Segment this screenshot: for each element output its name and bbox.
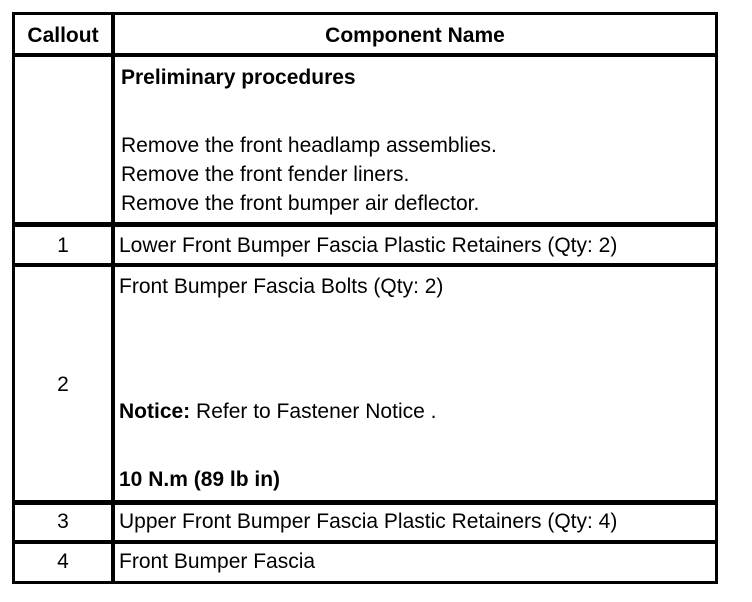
torque-spec: 10 N.m (89 lb in) — [119, 468, 281, 491]
procedure-table — [12, 12, 718, 584]
row-divider — [15, 540, 715, 544]
preliminary-step: Remove the front bumper air deflector. — [121, 192, 480, 215]
header-callout: Callout — [27, 24, 99, 47]
row-divider — [15, 500, 715, 505]
header-component-name: Component Name — [325, 24, 505, 47]
component-name: Lower Front Bumper Fascia Plastic Retainers (Qty: 2) — [119, 234, 618, 257]
callout-number: 3 — [57, 510, 69, 533]
notice-line — [119, 397, 436, 426]
component-name: Front Bumper Fascia — [119, 550, 316, 573]
component-name: Front Bumper Fascia Bolts (Qty: 2) — [119, 275, 444, 298]
column-divider — [111, 15, 115, 581]
preliminary-step: Remove the front headlamp assemblies. — [121, 134, 497, 157]
callout-number: 2 — [57, 373, 69, 396]
callout-number: 1 — [57, 234, 69, 257]
header-divider — [15, 53, 715, 57]
component-name: Upper Front Bumper Fascia Plastic Retainers (Qty: 4) — [119, 510, 618, 533]
row-divider — [15, 263, 715, 267]
notice-label: Notice: — [119, 400, 191, 423]
callout-number: 4 — [57, 550, 69, 573]
preliminary-step: Remove the front fender liners. — [121, 163, 410, 186]
row-divider — [15, 222, 715, 227]
notice-text: Refer to Fastener Notice . — [190, 400, 437, 423]
preliminary-title: Preliminary procedures — [121, 66, 356, 89]
